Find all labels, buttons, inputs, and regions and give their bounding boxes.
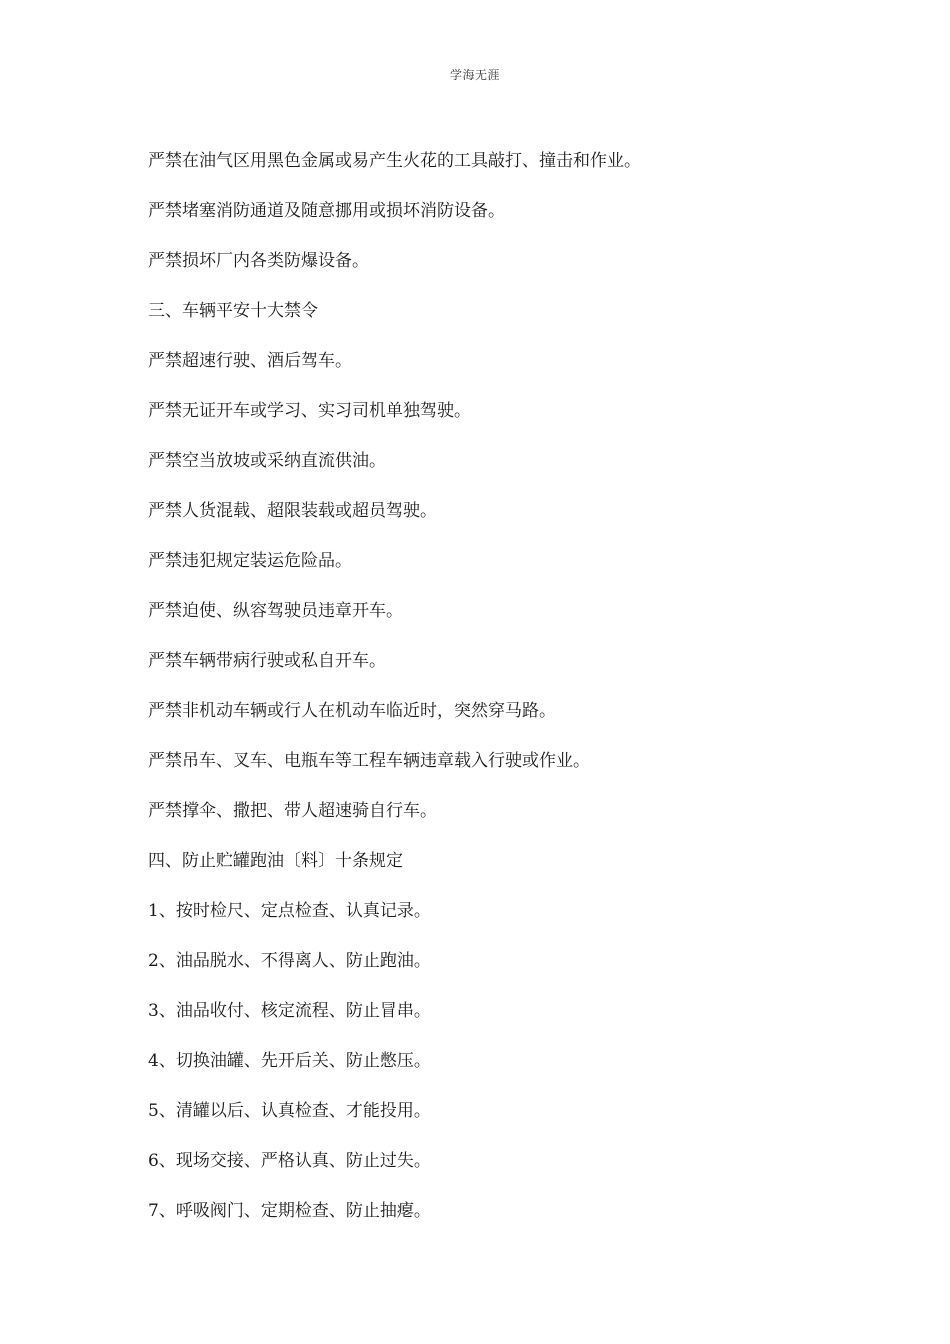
section-heading: 四、防止贮罐跑油〔料〕十条规定 [148,851,403,871]
text-line: 严禁在油气区用黑色金属或易产生火花的工具敲打、撞击和作业。 [148,151,641,171]
text-line: 严禁损坏厂内各类防爆设备。 [148,251,369,271]
list-item: 2、油品脱水、不得离人、防止跑油。 [148,951,431,971]
list-item: 1、按时检尺、定点检查、认真记录。 [148,901,431,921]
document-body [148,147,828,1247]
text-line: 严禁迫使、纵容驾驶员违章开车。 [148,601,403,621]
text-line: 严禁吊车、叉车、电瓶车等工程车辆违章载入行驶或作业。 [148,751,590,771]
text-line: 严禁撑伞、撒把、带人超速骑自行车。 [148,801,437,821]
text-line: 严禁车辆带病行驶或私自开车。 [148,651,386,671]
list-item: 5、清罐以后、认真检查、才能投用。 [148,1101,431,1121]
text-line: 严禁违犯规定装运危险品。 [148,551,352,571]
section-heading: 三、车辆平安十大禁令 [148,301,318,321]
text-line: 严禁超速行驶、酒后驾车。 [148,351,352,371]
list-item: 3、油品收付、核定流程、防止冒串。 [148,1001,431,1021]
text-line: 严禁无证开车或学习、实习司机单独驾驶。 [148,401,471,421]
text-line: 严禁堵塞消防通道及随意挪用或损坏消防设备。 [148,201,505,221]
text-line: 严禁人货混载、超限装载或超员驾驶。 [148,501,437,521]
page-header: 学海无涯 [449,68,500,82]
list-item: 6、现场交接、严格认真、防止过失。 [148,1151,431,1171]
list-item: 7、呼吸阀门、定期检查、防止抽瘪。 [148,1201,431,1221]
text-line: 严禁空当放坡或采纳直流供油。 [148,451,386,471]
list-item: 4、切换油罐、先开后关、防止憋压。 [148,1051,431,1071]
text-line: 严禁非机动车辆或行人在机动车临近时，突然穿马路。 [148,701,556,721]
